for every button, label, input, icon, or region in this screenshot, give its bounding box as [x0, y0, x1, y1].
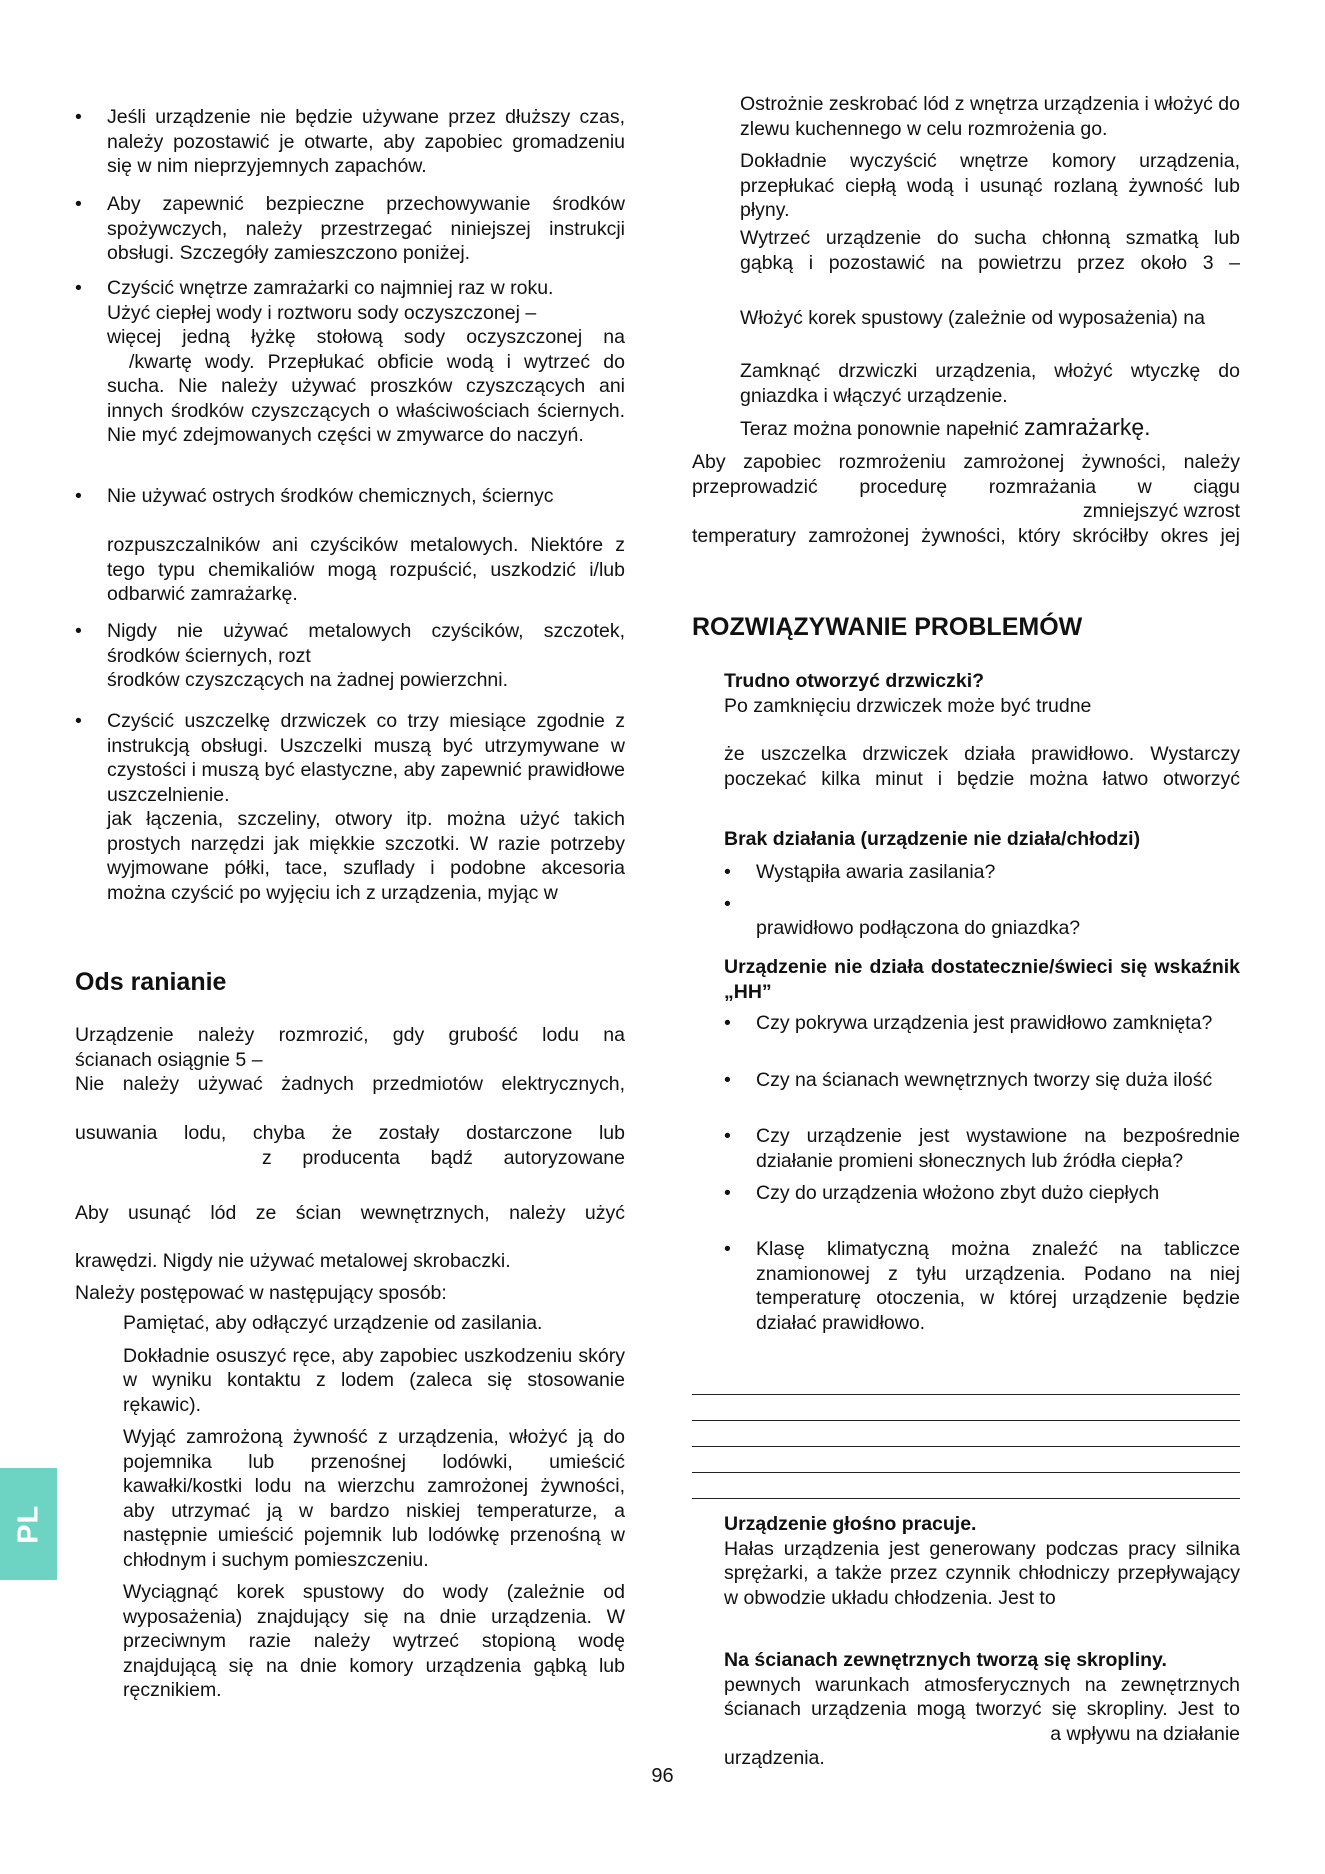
troubleshoot-item-continued [692, 742, 1240, 791]
list-item-text: prawidłowo podłączona do gniazdka? [756, 917, 1081, 939]
note-line: temperatury zamrożonej żywności, który skróciłby okres jej [692, 524, 1240, 547]
list-item-text: rozpuszczalników ani czyścików metalowych. Niektóre z tego typu chemikaliów mogą rozpuścić, uszkodzić i/lub odbarwić zamrażarkę. [107, 534, 625, 605]
bullet: • [75, 277, 82, 299]
list-item [75, 484, 625, 509]
step-text: Wyjąć zamrożoną żywność z urządzenia, włożyć ją do pojemnika lub przenośnej lodówki, umieścić kawałki/kostki lodu na wierzchu zamrożonej żywności, aby utrzymać ją w bardzo niskiej temperaturze, a następnie umieścić pojemnik lub lodówkę przenośną w chłodnym i suchym pomieszczeniu. [123, 1426, 625, 1571]
item-line: urządzenia. [724, 1747, 825, 1769]
list-item [75, 276, 625, 448]
paragraph: Należy postępować w następujący sposób: [75, 1282, 447, 1304]
list-item-text: Wystąpiła awaria zasilania? [756, 861, 996, 883]
troubleshoot-item [692, 669, 1240, 718]
language-tab-label: PL [12, 1504, 45, 1544]
list-item-text: Aby zapewnić bezpieczne przechowywanie środków spożywczych, należy przestrzegać niniejszej instrukcji obsługi. Szczegóły zamieszczono poniżej. [107, 193, 625, 264]
troubleshoot-item [692, 827, 1240, 852]
paragraph-line: ścianach osiągnie 5 – [75, 1048, 263, 1071]
list-item-line: środków ściernych, rozt [107, 644, 311, 667]
paragraph-line: usuwania lodu, chyba że zostały dostarczone lub [75, 1122, 625, 1144]
list-item-continuation [692, 916, 1240, 941]
step-text: Zamknąć drzwiczki urządzenia, włożyć wtyczkę do gniazdka i włączyć urządzenie. [740, 360, 1240, 407]
list-item [75, 105, 625, 179]
list-item [75, 192, 625, 266]
list-item-continuation [75, 533, 625, 607]
list-item-text: Klasę klimatyczną można znaleźć na tabliczce znamionowej z tyłu urządzenia. Podano na niej temperaturę otoczenia, w której urządzenie będzie działać prawidłowo. [756, 1238, 1240, 1334]
step-text [692, 415, 1240, 442]
note-line: Aby zapobiec rozmrożeniu zamrożonej żywności, należy [692, 451, 1240, 473]
divider-line [692, 1420, 1240, 1421]
list-item [692, 860, 1240, 885]
paragraph: krawędzi. Nigdy nie używać metalowej skrobaczki. [75, 1250, 511, 1272]
divider-line [692, 1394, 1240, 1395]
bullet: • [75, 710, 82, 732]
bullet: • [724, 1182, 731, 1204]
item-text: Hałas urządzenia jest generowany podczas pracy silnika sprężarki, a także przez czynnik chłodniczy przepływający w obwodzie układu chłodzenia. Jest to [724, 1537, 1240, 1609]
item-line: pewnych warunkach atmosferycznych na zewnętrznych [724, 1673, 1240, 1696]
step-text: Dokładnie wyczyścić wnętrze komory urządzenia, przepłukać ciepłą wodą i usunąć rozlaną żywność lub płyny. [740, 150, 1240, 221]
list-item-text: Czyścić uszczelkę drzwiczek co trzy miesiące zgodnie z instrukcją obsługi. Uszczelki muszą być utrzymywane w czystości i muszą być elastyczne, aby zapewnić prawidłowe uszczelnienie. [107, 710, 625, 806]
list-item-line: Nigdy nie używać metalowych czyścików, szczotek, [107, 620, 625, 642]
step-line: gąbką i pozostawić na powietrzu przez około 3 – [740, 251, 1240, 274]
defrost-steps [75, 1311, 625, 1703]
list-item [692, 1068, 1240, 1093]
step-line: Wytrzeć urządzenie do sucha chłonną szmatką lub [740, 227, 1240, 249]
divider-line [692, 1498, 1240, 1499]
list-item-text: Czy pokrywa urządzenia jest prawidłowo zamknięta? [756, 1012, 1213, 1034]
step-text: Wyciągnąć korek spustowy do wody (zależnie od wyposażenia) znajdujący się na dnie urządzenia. W przeciwnym razie należy wytrzeć stopioną wodę znajdującą się na dnie komory urządzenia gąbką lub ręcznikiem. [123, 1581, 625, 1701]
list-item-line: środków czyszczących na żadnej powierzchni. [107, 669, 509, 691]
bullet: • [75, 485, 82, 507]
bullet: • [724, 893, 731, 915]
troubleshoot-item [692, 1512, 1240, 1610]
step-text: Ostrożnie zeskrobać lód z wnętrza urządzenia i włożyć do zlewu kuchennego w celu rozmrożenia go. [740, 93, 1240, 140]
list-item [692, 1011, 1240, 1036]
language-tab [0, 1468, 57, 1580]
step-text-part: Teraz można ponownie napełnić [740, 418, 1025, 440]
bullet: • [724, 861, 731, 883]
item-line: a wpływu na działanie [1050, 1722, 1240, 1745]
item-line: ścianach urządzenia mogą tworzyć się skropliny. Jest to [724, 1698, 1240, 1720]
list-item-line: więcej jedną łyżkę stołową sody oczyszczonej na [107, 326, 625, 348]
item-line: poczekać kilka minut i będzie można łatwo otworzyć [724, 767, 1240, 790]
paragraph-line: z producenta bądź autoryzowane [262, 1146, 625, 1169]
step-text [692, 226, 1240, 275]
section-heading: ROZWIĄZYWANIE PROBLEMÓW [692, 613, 1083, 641]
list-item [692, 1124, 1240, 1173]
paragraph-line: Urządzenie należy rozmrozić, gdy grubość lodu na [75, 1024, 625, 1046]
item-title: Trudno otworzyć drzwiczki? [724, 670, 985, 692]
list-item-line: Czyścić wnętrze zamrażarki co najmniej raz w roku. [107, 277, 554, 299]
bullet: • [724, 1125, 731, 1147]
step-text: Dokładnie osuszyć ręce, aby zapobiec uszkodzeniu skóry w wyniku kontaktu z lodem (zaleca się stosowanie rękawic). [123, 1344, 625, 1416]
list-item-text: sucha. Nie należy używać proszków czyszczących ani innych środków czyszczących o właściwościach ściernych. Nie myć zdejmowanych części w zmywarce do naczyń. [107, 375, 625, 446]
item-title: Urządzenie nie działa dostatecznie/świeci się wskaźnik „HH” [724, 956, 1240, 1003]
list-item [75, 619, 625, 693]
item-line: Po zamknięciu drzwiczek może być trudne [724, 694, 1092, 717]
troubleshoot-item [692, 1648, 1240, 1771]
bullet: • [75, 620, 82, 642]
step-text-emphasis: zamrażarkę. [1024, 414, 1151, 440]
divider-line [692, 1472, 1240, 1473]
list-item-line: Użyć ciepłej wody i roztworu sody oczyszczonej – [107, 301, 537, 324]
list-item [692, 1181, 1240, 1206]
bullet: • [75, 193, 82, 215]
page-number: 96 [651, 1765, 674, 1787]
note-paragraph [692, 450, 1240, 548]
note-line: zmniejszyć wzrost [1082, 500, 1240, 522]
list-item-text: Czy do urządzenia włożono zbyt dużo ciepłych [756, 1182, 1160, 1204]
bullet: • [724, 1069, 731, 1091]
list-item-text: Czy urządzenie jest wystawione na bezpośrednie działanie promieni słonecznych lub źródła ciepła? [756, 1125, 1240, 1172]
item-line: że uszczelka drzwiczek działa prawidłowo. Wystarczy [724, 743, 1240, 765]
paragraph-line: Nie należy używać żadnych przedmiotów elektrycznych, [75, 1073, 625, 1095]
item-title: Na ścianach zewnętrznych tworzą się skropliny. [724, 1649, 1167, 1671]
list-item-text: jak łączenia, szczeliny, otwory itp. można użyć takich prostych narzędzi jak miękkie szczotki. W razie potrzeby wyjmowane półki, tace, szuflady i podobne akcesoria można czyścić po wyjęciu ich z urządzenia, myjąc w [107, 808, 625, 904]
paragraph [75, 1023, 625, 1097]
step-text: Włożyć korek spustowy (zależnie od wyposażenia) na [740, 307, 1205, 329]
list-item-line: /kwartę wody. Przepłukać obficie wodą i wytrzeć do [129, 350, 625, 373]
paragraph [75, 1121, 625, 1170]
list-item-text: Czy na ścianach wewnętrznych tworzy się duża ilość [756, 1069, 1213, 1091]
list-item [75, 709, 625, 905]
step-text: Pamiętać, aby odłączyć urządzenie od zasilania. [123, 1312, 543, 1334]
defrost-steps-continued [692, 92, 1240, 223]
bullet: • [75, 106, 82, 128]
note-line: przeprowadzić procedurę rozmrażania w ciągu [692, 475, 1240, 498]
list-item-line: Nie używać ostrych środków chemicznych, ściernyc [107, 485, 554, 507]
divider-line [692, 1446, 1240, 1447]
bullet: • [724, 1238, 731, 1260]
item-title: Urządzenie głośno pracuje. [724, 1513, 977, 1535]
item-title: Brak działania (urządzenie nie działa/chłodzi) [724, 828, 1141, 850]
paragraph: Aby usunąć lód ze ścian wewnętrznych, należy użyć [75, 1202, 625, 1224]
bullet: • [724, 1012, 731, 1034]
list-item [692, 1237, 1240, 1335]
list-item-text: Jeśli urządzenie nie będzie używane przez dłuższy czas, należy pozostawić je otwarte, aby zapobiec gromadzeniu się w nim nieprzyjemnych zapachów. [107, 106, 625, 177]
section-heading: Ods ranianie [75, 968, 227, 996]
